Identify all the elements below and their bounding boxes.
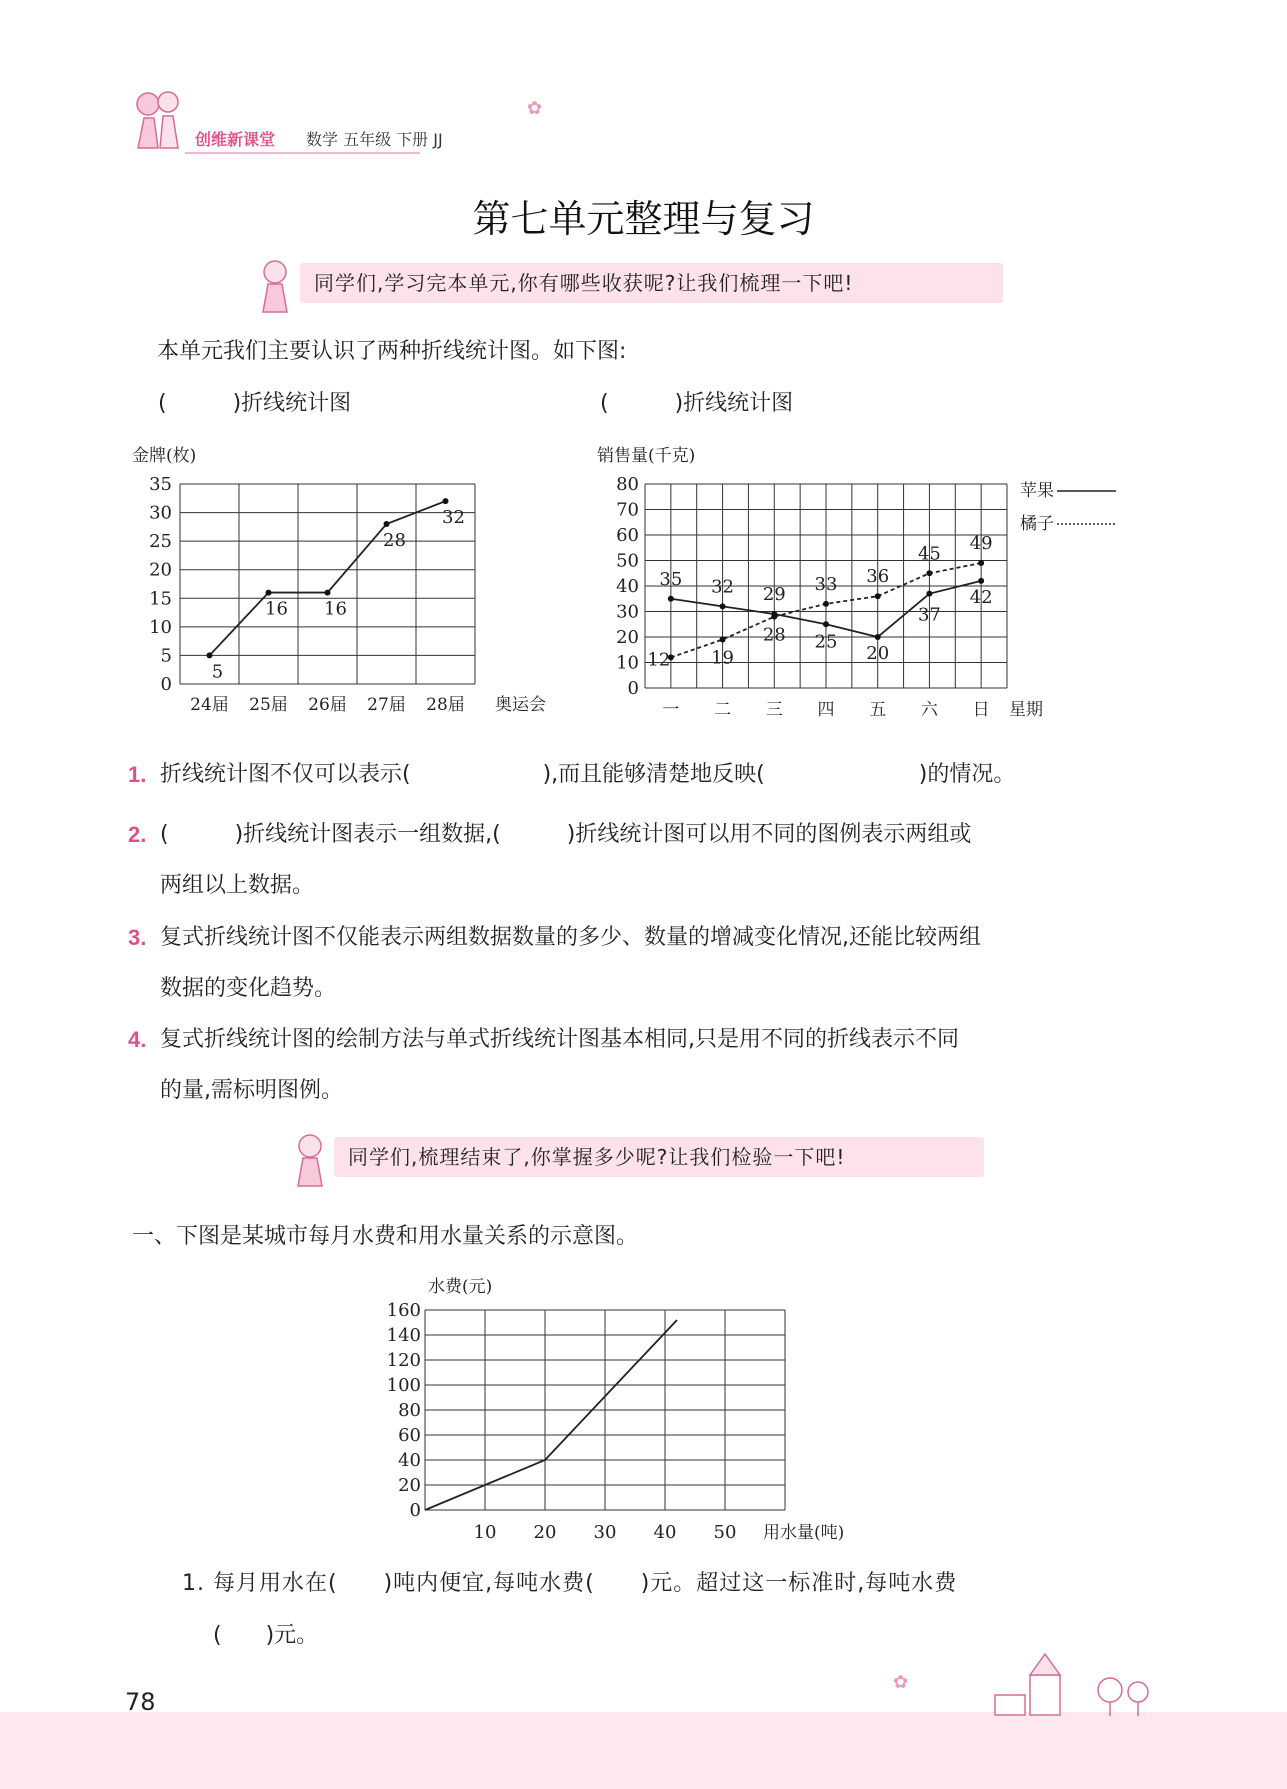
x-tick-label: 五 (869, 700, 887, 720)
y-tick-label: 100 (386, 1375, 421, 1396)
data-point (926, 591, 932, 597)
data-point (266, 590, 272, 596)
data-label: 16 (265, 598, 288, 620)
data-label: 32 (711, 576, 735, 598)
y-axis-label: 金牌(枚) (132, 446, 197, 466)
single-line-chart (120, 435, 560, 720)
data-point (720, 637, 726, 643)
practice-banner: 同学们,梳理结束了,你掌握多少呢?让我们检验一下吧! (334, 1137, 984, 1177)
x-tick-label: 26届 (308, 695, 347, 715)
summary-banner: 同学们,学习完本单元,你有哪些收获呢?让我们梳理一下吧! (300, 263, 1003, 303)
x-tick-label: 二 (714, 700, 732, 720)
y-tick-label: 0 (409, 1500, 421, 1521)
x-axis-label: 奥运会 (495, 695, 546, 715)
data-point (771, 614, 777, 620)
data-label: 28 (383, 530, 406, 551)
y-tick-label: 40 (398, 1450, 421, 1471)
data-point (325, 590, 331, 596)
y-tick-label: 40 (616, 576, 639, 597)
y-tick-label: 140 (386, 1325, 421, 1346)
x-tick-label: 27届 (367, 695, 406, 715)
butterfly-icon: ✿ (893, 1672, 909, 1693)
compound-line-chart (580, 435, 1140, 720)
data-point (207, 652, 213, 658)
data-label: 5 (211, 661, 224, 683)
question-1-line-2: ( )元。 (213, 1623, 319, 1648)
data-label: 19 (711, 647, 735, 669)
item-text-line: ( )折线统计图表示一组数据,( )折线统计图可以用不同的图例表示两组或 (160, 822, 972, 847)
data-label: 35 (659, 568, 683, 590)
y-tick-label: 20 (149, 559, 172, 581)
x-tick-label: 40 (653, 1522, 677, 1543)
question-1-line-1: 1. 每月用水在( )吨内便宜,每吨水费( )元。超过这一标准时,每吨水费 (182, 1571, 958, 1596)
data-label: 32 (442, 507, 465, 529)
data-label: 36 (866, 566, 890, 588)
legend-label: 橘子 (1020, 514, 1054, 534)
header-mascot-icon (128, 86, 188, 152)
section-title: 一、下图是某城市每月水费和用水量关系的示意图。 (132, 1224, 639, 1249)
x-tick-label: 10 (473, 1522, 497, 1543)
y-tick-label: 20 (398, 1475, 421, 1496)
data-label: 49 (969, 533, 993, 555)
y-tick-label: 60 (616, 525, 639, 546)
y-tick-label: 10 (616, 652, 639, 674)
data-label: 42 (969, 586, 993, 608)
y-tick-label: 60 (398, 1425, 421, 1446)
x-tick-label: 20 (533, 1522, 557, 1543)
item-text-line: 的量,需标明图例。 (160, 1078, 343, 1103)
data-label: 16 (324, 598, 347, 620)
intro-text: 本单元我们主要认识了两种折线统计图。如下图: (157, 339, 627, 364)
page-number: 78 (125, 1688, 156, 1716)
header-meta: 数学 五年级 下册 JJ (306, 130, 443, 149)
x-tick-label: 24届 (190, 695, 229, 715)
y-tick-label: 25 (149, 531, 172, 553)
data-label: 25 (814, 631, 838, 653)
y-tick-label: 70 (616, 499, 639, 521)
data-label: 37 (917, 604, 941, 626)
x-tick-label: 四 (817, 700, 835, 720)
y-tick-label: 15 (149, 588, 172, 610)
data-label: 45 (917, 543, 941, 565)
item-text-line: 折线统计图不仅可以表示( ),而且能够清楚地反映( )的情况。 (160, 762, 1016, 787)
data-point (875, 634, 881, 640)
y-tick-label: 120 (386, 1350, 421, 1371)
y-tick-label: 30 (149, 502, 172, 524)
y-tick-label: 50 (616, 550, 639, 572)
data-point (823, 601, 829, 607)
chart-label-right: ( )折线统计图 (600, 391, 794, 416)
y-tick-label: 0 (160, 674, 172, 695)
chart-label-left: ( )折线统计图 (158, 391, 352, 416)
data-label: 12 (647, 649, 671, 671)
item-text-line: 数据的变化趋势。 (160, 976, 337, 1001)
y-axis-label: 水费(元) (428, 1277, 493, 1297)
data-line (425, 1320, 677, 1510)
data-point (443, 498, 449, 504)
header-divider (185, 152, 420, 154)
data-label: 28 (762, 624, 786, 646)
data-point (978, 578, 984, 584)
castle-decoration-icon (990, 1650, 1160, 1720)
y-tick-label: 0 (627, 678, 639, 699)
item-number: 2. (128, 822, 147, 847)
x-tick-label: 25届 (249, 695, 288, 715)
data-line (210, 501, 446, 655)
data-point (875, 593, 881, 599)
y-tick-label: 30 (616, 601, 639, 623)
data-label: 20 (866, 643, 890, 664)
item-text-line: 复式折线统计图不仅能表示两组数据数量的多少、数量的增减变化情况,还能比较两组 (160, 925, 981, 950)
x-tick-label: 一 (662, 700, 680, 720)
x-tick-label: 28届 (426, 695, 465, 715)
x-tick-label: 50 (713, 1522, 737, 1543)
data-point (978, 560, 984, 566)
y-tick-label: 10 (149, 616, 172, 638)
item-text-line: 两组以上数据。 (160, 873, 315, 898)
data-point (384, 521, 390, 527)
y-axis-label: 销售量(千克) (597, 446, 696, 466)
data-label: 33 (814, 573, 838, 595)
x-axis-label: 星期 (1009, 700, 1043, 720)
legend-label: 苹果 (1020, 481, 1054, 501)
data-point (823, 621, 829, 627)
header-brand: 创维新课堂 (195, 130, 276, 149)
data-point (668, 596, 674, 602)
x-axis-label: 用水量(吨) (763, 1523, 845, 1543)
y-tick-label: 20 (616, 627, 639, 648)
flower-icon: ✿ (527, 98, 543, 119)
item-number: 1. (128, 762, 147, 787)
item-text-line: 复式折线统计图的绘制方法与单式折线统计图基本相同,只是用不同的折线表示不同 (160, 1027, 959, 1052)
data-label: 29 (762, 584, 786, 606)
x-tick-label: 30 (593, 1522, 617, 1543)
page-title: 第七单元整理与复习 (472, 197, 815, 241)
x-tick-label: 六 (920, 700, 938, 720)
y-tick-label: 160 (386, 1300, 421, 1321)
y-tick-label: 80 (398, 1400, 421, 1421)
item-number: 4. (128, 1027, 147, 1052)
water-fee-chart (375, 1268, 915, 1553)
banner-mascot-icon (255, 258, 295, 314)
y-tick-label: 5 (160, 645, 172, 667)
footer-band (0, 1712, 1287, 1789)
data-point (926, 570, 932, 576)
data-point (720, 603, 726, 609)
x-tick-label: 三 (765, 700, 783, 720)
item-number: 3. (128, 925, 147, 950)
y-tick-label: 80 (616, 474, 639, 495)
y-tick-label: 35 (149, 474, 172, 495)
banner-mascot-icon (290, 1132, 330, 1188)
x-tick-label: 日 (972, 700, 990, 720)
